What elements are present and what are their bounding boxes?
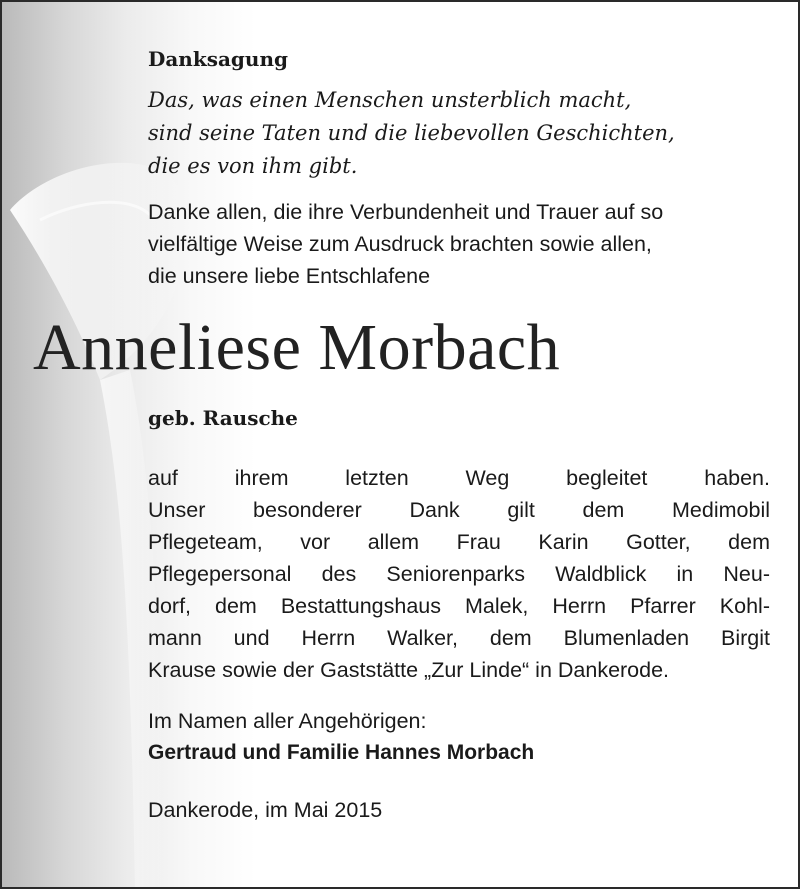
deceased-name: Anneliese Morbach [33,311,561,384]
thanks-line: dorf, dem Bestattungshaus Malek, Herrn Pfarrer Kohl- [148,594,770,618]
signature: Gertraud und Familie Hannes Morbach [148,741,535,764]
quote-line: Das, was einen Menschen unsterblich macht, [148,88,632,112]
thanks-line: Krause sowie der Gaststätte „Zur Linde“ in Dankerode. [148,658,670,682]
intro-line: die unsere liebe Entschlafene [148,264,431,288]
intro-line: vielfältige Weise zum Ausdruck brachten sowie allen, [148,232,652,256]
thanks-line: Pflegeteam, vor allem Frau Karin Gotter, dem [148,530,770,554]
thanks-line: auf ihrem letzten Weg begleitet haben. [148,466,770,490]
quote-line: die es von ihm gibt. [148,154,358,178]
thanks-line: mann und Herrn Walker, dem Blumenladen Birgit [148,626,770,650]
on-behalf-text: Im Namen aller Angehörigen: [148,709,427,733]
thanks-line: Unser besonderer Dank gilt dem Medimobil [148,498,770,522]
place-date: Dankerode, im Mai 2015 [148,798,383,822]
notice-heading: Danksagung [148,47,288,71]
quote-line: sind seine Taten und die liebevollen Geschichten, [148,121,675,145]
birth-name: geb. Rausche [148,406,298,430]
intro-line: Danke allen, die ihre Verbundenheit und Trauer auf so [148,200,664,224]
thanks-line: Pflegepersonal des Seniorenparks Waldblick in Neu- [148,562,770,586]
